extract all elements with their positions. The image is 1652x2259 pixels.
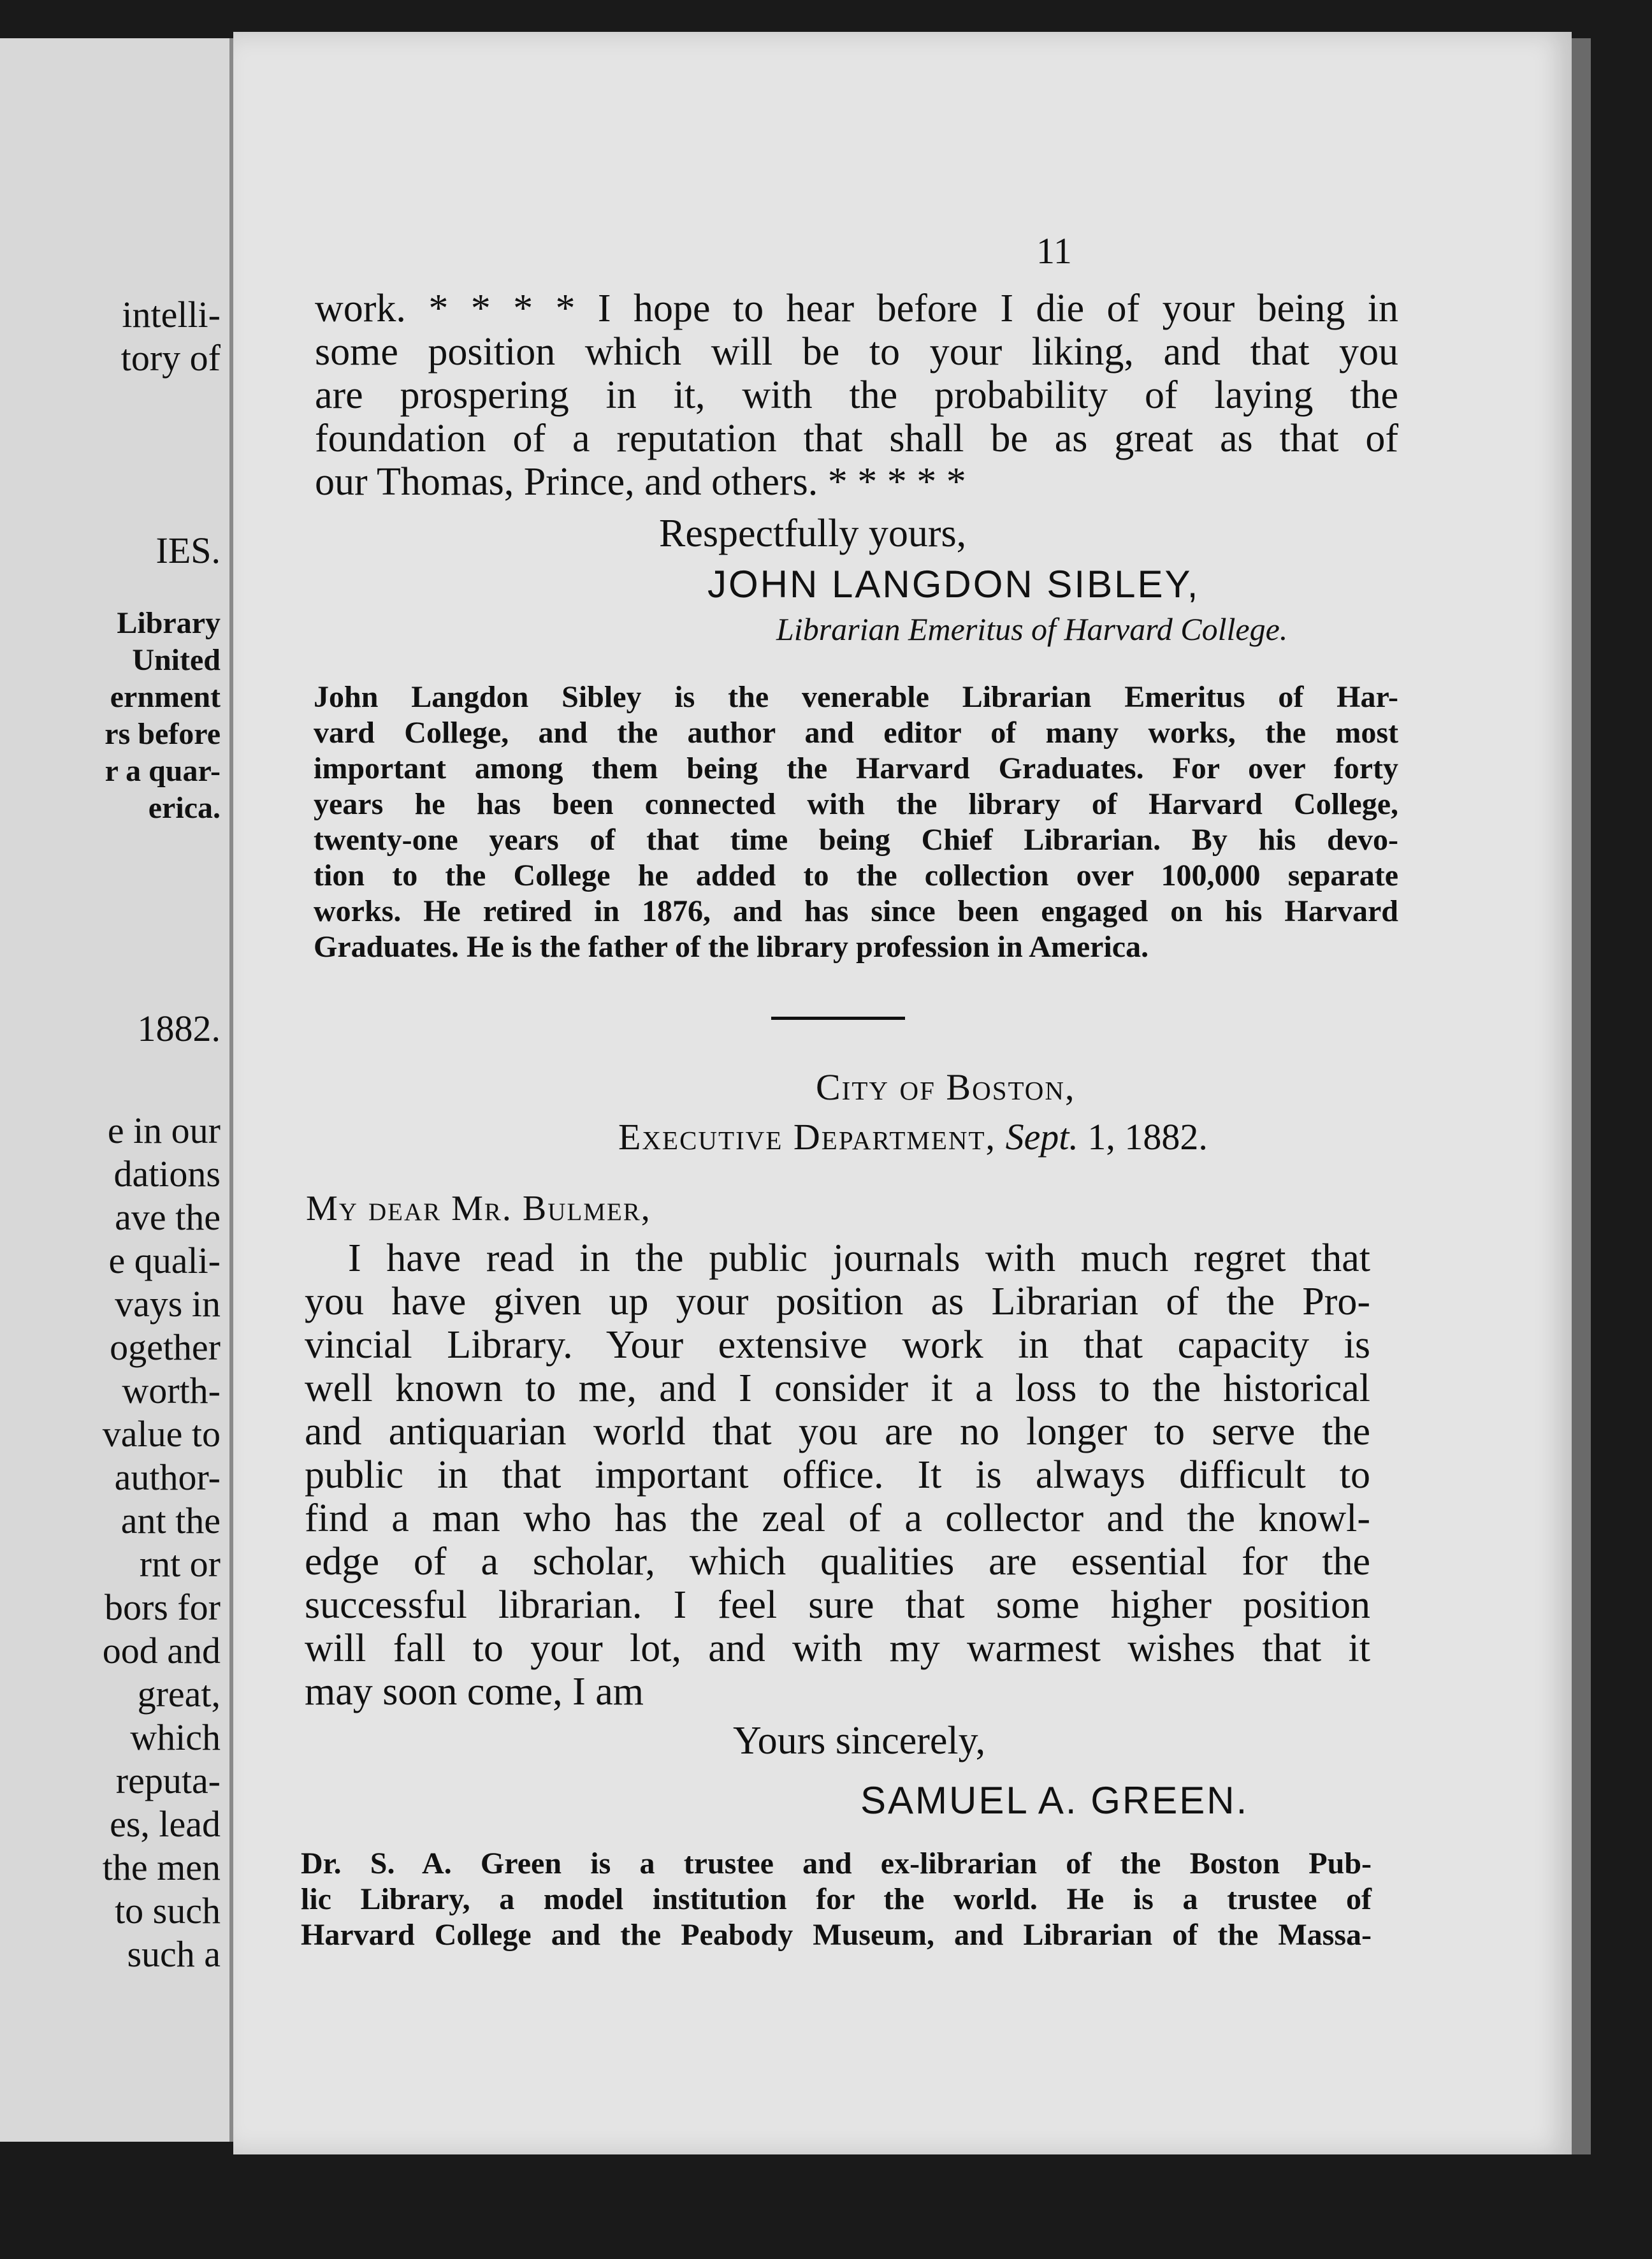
- left-line: intelli-: [122, 294, 221, 335]
- left-line: 1882.: [137, 1008, 221, 1049]
- note1-line: years he has been connected with the library of Harvard College,: [314, 787, 1398, 821]
- letter2-body: [305, 1237, 1370, 1713]
- note1-line: important among them being the Harvard Graduates. For over forty: [314, 752, 1398, 785]
- letter1-title: Librarian Emeritus of Harvard College.: [776, 611, 1288, 647]
- left-line: IES.: [156, 530, 221, 571]
- letter2-salutation: My dear Mr. Bulmer,: [306, 1189, 651, 1228]
- left-line: reputa-: [115, 1760, 221, 1801]
- note2-line: Harvard College and the Peabody Museum, and Librarian of the Massa-: [301, 1918, 1372, 1952]
- left-line: e quali-: [108, 1240, 221, 1281]
- letter1-line: foundation of a reputation that shall be as great as that of: [315, 417, 1398, 460]
- left-line: value to: [102, 1413, 221, 1455]
- note1-line: John Langdon Sibley is the venerable Librarian Emeritus of Har-: [314, 680, 1398, 714]
- left-line: dations: [113, 1153, 221, 1195]
- letter2-line: and antiquarian world that you are no longer to serve the: [305, 1410, 1370, 1453]
- note2-line: Dr. S. A. Green is a trustee and ex-librarian of the Boston Pub-: [301, 1847, 1372, 1880]
- letter2-line: edge of a scholar, which qualities are essential for the: [305, 1540, 1370, 1583]
- left-line: which: [130, 1717, 221, 1758]
- left-line: the men: [102, 1847, 221, 1888]
- note-sibley: [314, 679, 1398, 965]
- left-line: e in our: [107, 1110, 221, 1151]
- letter2-closing: Yours sincerely,: [733, 1719, 986, 1762]
- letter2-line: will fall to your lot, and with my warmest wishes that it: [305, 1627, 1370, 1670]
- letter2-line: find a man who has the zeal of a collector and the knowl-: [305, 1497, 1370, 1540]
- section-divider: [771, 1017, 905, 1020]
- left-line: es, lead: [110, 1803, 221, 1845]
- note-green: [301, 1846, 1372, 1953]
- letter1-line: are prospering in it, with the probability of laying the: [315, 374, 1398, 417]
- left-line: erica.: [148, 791, 221, 825]
- left-line: such a: [127, 1933, 221, 1975]
- letter2-line: may soon come, I am: [305, 1670, 644, 1713]
- letter2-line: successful librarian. I feel sure that some higher position: [305, 1583, 1370, 1627]
- letter1-closing: Respectfully yours,: [659, 512, 967, 555]
- letter2-date-month: Sept.: [1005, 1116, 1078, 1158]
- letter1-signature: JOHN LANGDON SIBLEY,: [707, 563, 1200, 606]
- left-line: United: [132, 643, 221, 677]
- letter2-signature: SAMUEL A. GREEN.: [860, 1779, 1249, 1822]
- page-number: 11: [1036, 230, 1072, 272]
- note2-line: lic Library, a model institution for the world. He is a trustee of: [301, 1882, 1372, 1916]
- letter1-line: our Thomas, Prince, and others. * * * * *: [315, 460, 966, 504]
- left-line: worth-: [122, 1370, 221, 1411]
- letter2-date: 1, 1882.: [1087, 1116, 1208, 1158]
- note1-line: twenty-one years of that time being Chief Librarian. By his devo-: [314, 823, 1398, 857]
- letter2-line: I have read in the public journals with much regret that: [348, 1237, 1370, 1280]
- note1-line: Graduates. He is the father of the library profession in America.: [314, 930, 1149, 964]
- note1-line: tion to the College he added to the collection over 100,000 separate: [314, 859, 1398, 892]
- letter2-line: you have given up your position as Librarian of the Pro-: [305, 1280, 1370, 1323]
- letter2-line: vincial Library. Your extensive work in that capacity is: [305, 1323, 1370, 1367]
- letter2-heading-city: City of Boston,: [816, 1066, 1076, 1108]
- left-line: ernment: [110, 680, 221, 714]
- left-line: ood and: [102, 1630, 221, 1671]
- left-line: great,: [137, 1673, 221, 1715]
- note1-line: vard College, and the author and editor of many works, the most: [314, 716, 1398, 750]
- left-line: tory of: [120, 337, 221, 379]
- left-line: r a quar-: [105, 754, 221, 788]
- left-line: ogether: [110, 1326, 221, 1368]
- left-line: vays in: [115, 1283, 221, 1325]
- letter1-body: [315, 287, 1398, 504]
- left-line: rnt or: [139, 1543, 221, 1585]
- letter1-line: work. * * * * I hope to hear before I die of your being in: [315, 287, 1398, 330]
- page-edge-shadow: [1572, 38, 1591, 2154]
- letter1-line: some position which will be to your liking, and that you: [315, 330, 1398, 374]
- letter2-line: public in that important office. It is always difficult to: [305, 1453, 1370, 1497]
- left-line: author-: [114, 1456, 221, 1498]
- left-line: to such: [115, 1890, 221, 1931]
- letter2-line: well known to me, and I consider it a loss to the historical: [305, 1367, 1370, 1410]
- letter2-heading-dept: [618, 1115, 1208, 1158]
- letter2-dept-label: Executive Department,: [618, 1116, 997, 1158]
- left-line: ave the: [115, 1196, 221, 1238]
- left-line: bors for: [104, 1587, 221, 1628]
- left-line: rs before: [105, 717, 221, 751]
- left-line: ant the: [120, 1500, 221, 1541]
- left-line: Library: [117, 606, 221, 640]
- note1-line: works. He retired in 1876, and has since been engaged on his Harvard: [314, 894, 1398, 928]
- left-facing-page: [0, 38, 233, 2142]
